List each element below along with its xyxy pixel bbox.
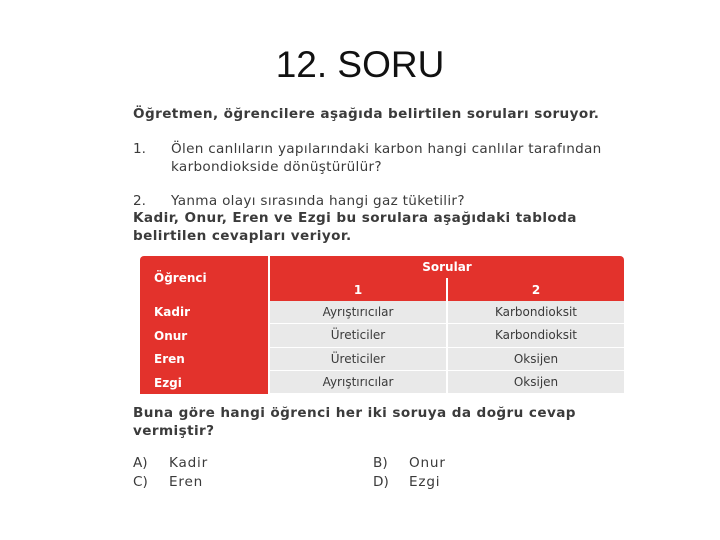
answer-1-cell: Ayrıştırıcılar bbox=[270, 371, 446, 394]
student-name: Ezgi bbox=[140, 371, 268, 394]
option-b[interactable] bbox=[373, 455, 613, 474]
table-row bbox=[140, 348, 624, 371]
table-row bbox=[140, 371, 624, 394]
option-d-value: Ezgi bbox=[409, 473, 441, 490]
option-d-letter: D) bbox=[373, 473, 389, 490]
question-1 bbox=[133, 141, 618, 176]
table-row bbox=[140, 324, 624, 347]
question-2-number: 2. bbox=[133, 193, 146, 209]
answer-1-cell: Üreticiler bbox=[270, 324, 446, 347]
answer-options bbox=[133, 455, 613, 492]
option-c-value: Eren bbox=[169, 473, 204, 490]
table-row bbox=[140, 301, 624, 324]
slide-title: 12. SORU bbox=[275, 44, 445, 85]
answer-1-cell: Üreticiler bbox=[270, 348, 446, 371]
answer-1-cell: Ayrıştırıcılar bbox=[270, 301, 446, 324]
answer-2-cell: Karbondioksit bbox=[448, 301, 624, 324]
option-d[interactable] bbox=[373, 474, 613, 493]
option-b-letter: B) bbox=[373, 455, 388, 471]
answers-table bbox=[138, 256, 626, 394]
table-header-row bbox=[140, 256, 624, 278]
column-1-header: 1 bbox=[270, 278, 446, 300]
question-1-text: Ölen canlıların yapılarındaki karbon hangi canlılar tarafından karbondiokside dönüştürülür? bbox=[171, 141, 602, 175]
question-intro: Öğretmen, öğrencilere aşağıda belirtilen soruları soruyor. bbox=[133, 106, 600, 122]
question-statement: Kadir, Onur, Eren ve Ezgi bu sorulara aşağıdaki tabloda belirtilen cevapları veriyor. bbox=[133, 210, 577, 244]
student-name: Kadir bbox=[140, 301, 268, 324]
answer-2-cell: Karbondioksit bbox=[448, 324, 624, 347]
question-1-number: 1. bbox=[133, 141, 146, 157]
student-header: Öğrenci bbox=[140, 256, 268, 301]
questions-header: Sorular bbox=[270, 256, 624, 278]
column-2-header: 2 bbox=[448, 278, 624, 300]
question-2 bbox=[133, 193, 618, 211]
option-a[interactable] bbox=[133, 455, 373, 474]
answer-2-cell: Oksijen bbox=[448, 371, 624, 394]
student-name: Onur bbox=[140, 324, 268, 347]
option-c[interactable] bbox=[133, 474, 373, 493]
option-a-value: Kadir bbox=[169, 455, 208, 471]
answer-2-cell: Oksijen bbox=[448, 348, 624, 371]
question-prompt: Buna göre hangi öğrenci her iki soruya da doğru cevap vermiştir? bbox=[133, 405, 576, 439]
question-2-text: Yanma olayı sırasında hangi gaz tüketilir? bbox=[171, 193, 465, 209]
option-c-letter: C) bbox=[133, 473, 148, 490]
option-a-letter: A) bbox=[133, 455, 148, 471]
student-name: Eren bbox=[140, 348, 268, 371]
option-b-value: Onur bbox=[409, 455, 446, 471]
